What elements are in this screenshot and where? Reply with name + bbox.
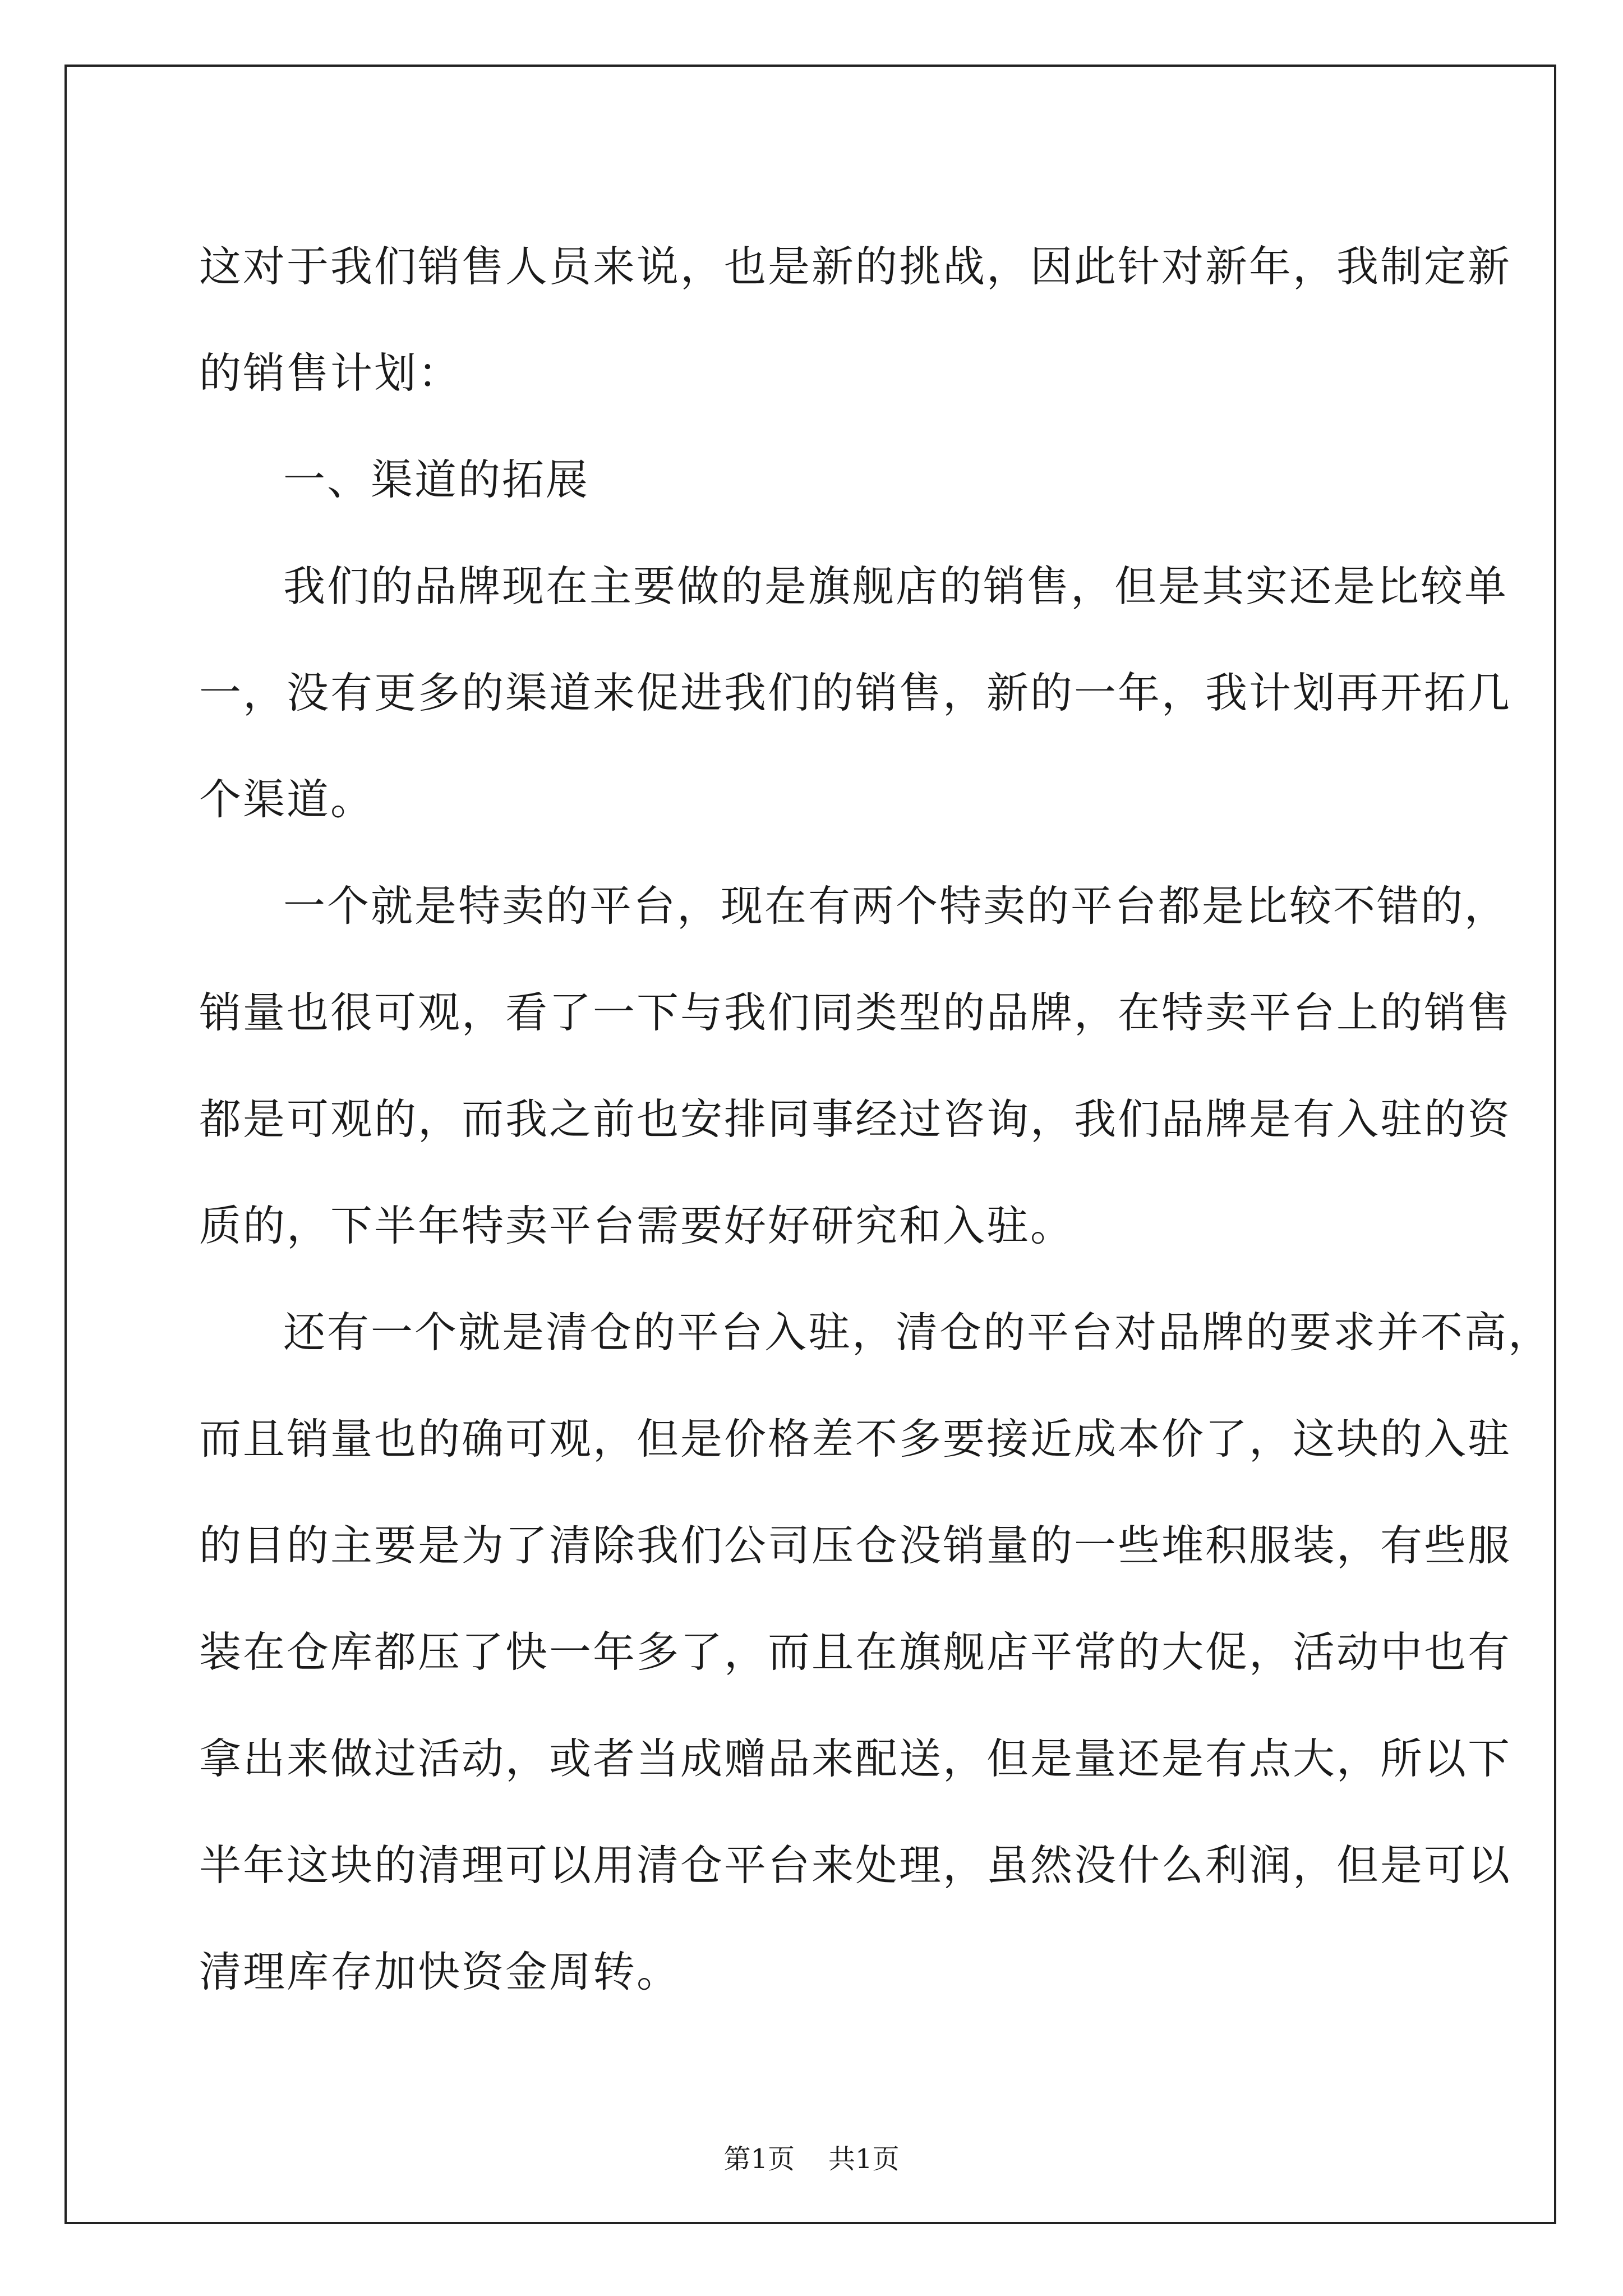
paragraph-clearance <box>199 1279 1552 2025</box>
page-number-total: 共1页 <box>828 2143 900 2175</box>
text-line: 都是可观的，而我之前也安排同事经过咨询，我们品牌是有入驻的资 <box>199 1094 1512 1144</box>
text-line: 质的，下半年特卖平台需要好好研究和入驻。 <box>199 1201 1075 1250</box>
text-line: 清理库存加快资金周转。 <box>199 1947 681 1996</box>
page-footer <box>0 2137 1623 2176</box>
text-line: 半年这块的清理可以用清仓平台来处理，虽然没什么利润，但是可以 <box>199 1841 1512 1890</box>
text-line: 拿出来做过活动，或者当成赠品来配送，但是量还是有点大，所以下 <box>199 1734 1512 1783</box>
text-line: 销量也很可观，看了一下与我们同类型的品牌，在特卖平台上的销售 <box>199 988 1512 1037</box>
text-line: 的目的主要是为了清除我们公司压仓没销量的一些堆积服装，有些服 <box>199 1521 1512 1570</box>
text-line: 装在仓库都压了快一年多了，而且在旗舰店平常的大促，活动中也有 <box>199 1627 1512 1677</box>
text-line: 一个就是特卖的平台，现在有两个特卖的平台都是比较不错的， <box>283 881 1509 931</box>
page-number-current: 第1页 <box>723 2143 795 2175</box>
paragraph-intro <box>199 213 1512 426</box>
text-line: 我们的品牌现在主要做的是旗舰店的销售，但是其实还是比较单 <box>283 562 1509 611</box>
text-line: 的销售计划： <box>199 348 462 398</box>
text-line: 个渠道。 <box>199 775 375 824</box>
text-line: 而且销量也的确可观，但是价格差不多要接近成本价了，这块的入驻 <box>199 1414 1512 1464</box>
paragraph-brand <box>199 533 1512 853</box>
text-line: 一、渠道的拓展 <box>283 455 590 504</box>
text-line: 一，没有更多的渠道来促进我们的销售，新的一年，我计划再开拓几 <box>199 668 1512 717</box>
paragraph-flash-sale <box>199 853 1512 1279</box>
document-body <box>199 213 1552 2025</box>
text-line: 还有一个就是清仓的平台入驻，清仓的平台对品牌的要求并不高， <box>283 1308 1552 1357</box>
section-heading <box>199 426 1433 533</box>
text-line: 这对于我们销售人员来说，也是新的挑战，因此针对新年，我制定新 <box>199 242 1512 291</box>
